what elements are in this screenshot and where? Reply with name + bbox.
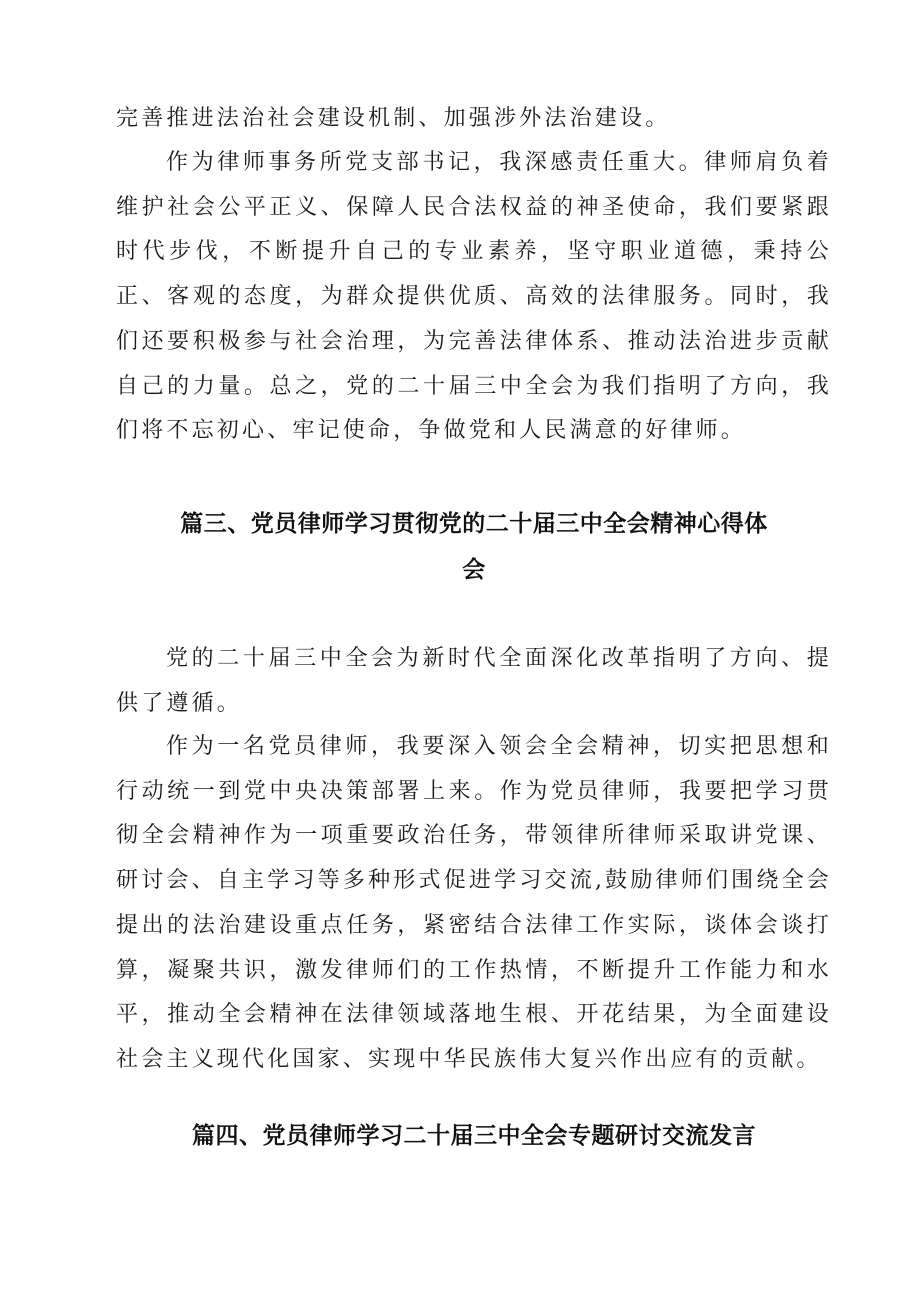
paragraph-party-lawyer: 作为一名党员律师，我要深入领会全会精神，切实把思想和行动统一到党中央决策部署上来。作为党员律师，我要把学习贯彻全会精神作为一项重要政治任务，带领律所律师采取讲党课、研讨会、自主学习等多种形式促进学习交流,鼓励律师们围绕全会提出的法治建设重点任务，紧密结合法律工作实际，谈体会谈打算，凝聚共识，激发律师们的工作热情，不断提升工作能力和水平，推动全会精神在法律领域落地生根、开花结果，为全面建设社会主义现代化国家、实现中华民族伟大复兴作出应有的贡献。: [116, 734, 832, 1072]
paragraph-party-secretary: 作为律师事务所党支部书记，我深感责任重大。律师肩负着维护社会公平正义、保障人民合法权益的神圣使命，我们要紧跟时代步伐，不断提升自己的专业素养，坚守职业道德，秉持公正、客观的态度，为群众提供优质、高效的法律服务。同时，我们还要积极参与社会治理，为完善法律体系、推动法治进步贡献自己的力量。总之，党的二十届三中全会为我们指明了方向，我们将不忘初心、牢记使命，争做党和人民满意的好律师。: [116, 150, 832, 444]
section-heading-3-line2: 会: [462, 557, 486, 583]
paragraph-continuation: 完善推进法治社会建设机制、加强涉外法治建设。: [116, 106, 671, 131]
section-heading-3-line1: 篇三、党员律师学习贯彻党的二十届三中全会精神心得体: [180, 511, 768, 537]
section-heading-4: 篇四、党员律师学习二十届三中全会专题研讨交流发言: [192, 1123, 756, 1149]
paragraph-plenum-direction: 党的二十届三中全会为新时代全面深化改革指明了方向、提供了遵循。: [116, 646, 832, 716]
